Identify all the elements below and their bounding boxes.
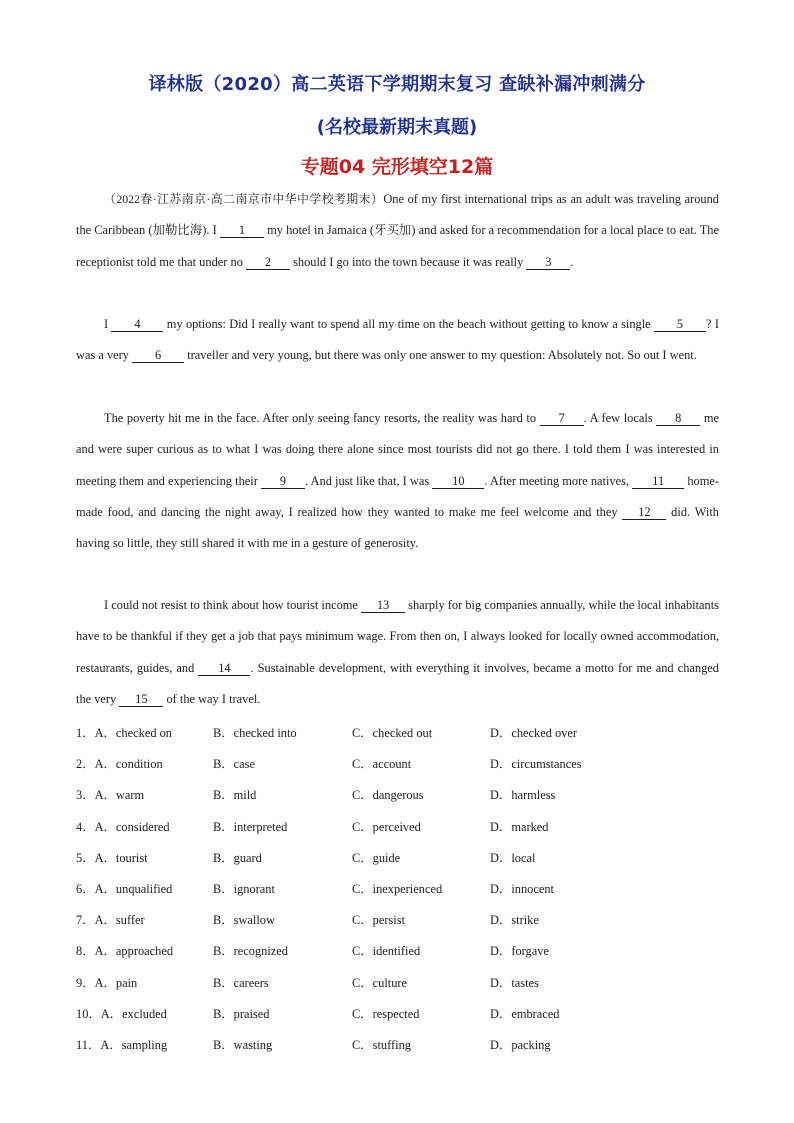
blank-3: 3 <box>526 255 570 270</box>
passage-text: did. With having so little, they still shared it with me in a gesture of generosity. <box>76 504 719 551</box>
passage-text: . Sustainable development, with everything it involves, became a motto for me and changed the very <box>76 660 719 706</box>
passage-text: should I go into the town because it was really <box>289 254 527 269</box>
option-c: C．culture <box>352 975 408 990</box>
passage-text: my options: Did I really want to spend all my time on the beach without getting to know a single <box>163 317 655 331</box>
option-row <box>76 1027 736 1058</box>
passage-text: home-made food, and dancing the night away, I realized how they wanted to make me feel welcome and they <box>76 473 719 519</box>
option-row <box>76 809 736 840</box>
passage-text: I could not resist to think about how tourist income <box>104 598 362 612</box>
option-d: D．innocent <box>490 881 555 896</box>
option-row <box>76 746 736 777</box>
passage-paragraph-1 <box>76 184 719 278</box>
passage-text: of the way I travel. <box>163 691 261 706</box>
option-c: C．dangerous <box>352 788 424 803</box>
option-row <box>76 871 736 902</box>
option-row <box>76 840 736 871</box>
option-d: D．harmless <box>490 788 556 803</box>
option-d: D．packing <box>490 1037 551 1052</box>
option-a: 9．A．pain <box>76 975 138 990</box>
passage-text: . <box>570 254 574 269</box>
blank-8: 8 <box>656 411 700 426</box>
blank-10: 10 <box>432 474 484 489</box>
option-c: C．respected <box>352 1006 420 1021</box>
option-c: C．guide <box>352 850 401 865</box>
topic-heading: 专题04 完形填空12篇 <box>300 156 494 178</box>
blank-13: 13 <box>361 598 405 613</box>
option-d: D．embraced <box>490 1006 560 1021</box>
passage-paragraph-2 <box>76 309 719 372</box>
option-a: 7．A．suffer <box>76 913 145 928</box>
option-a: 8．A．approached <box>76 944 174 959</box>
answer-options <box>76 715 736 1058</box>
option-b: B．interpreted <box>213 819 288 834</box>
blank-4: 4 <box>111 317 163 332</box>
blank-9: 9 <box>261 474 305 489</box>
document-title: 译林版（2020）高二英语下学期期末复习 查缺补漏冲刺满分 <box>148 74 646 95</box>
option-row <box>76 965 736 996</box>
blank-2: 2 <box>246 255 290 270</box>
passage-text: I <box>104 317 112 331</box>
option-a: 4．A．considered <box>76 819 170 834</box>
option-d: D．marked <box>490 819 549 834</box>
option-d: D．forgave <box>490 944 549 959</box>
document-subtitle: (名校最新期末真题) <box>316 117 478 138</box>
option-c: C．account <box>352 757 412 772</box>
option-d: D．tastes <box>490 975 539 990</box>
passage-text: my hotel in Jamaica (牙买加) and asked for a recommendation for a local place to eat. The receptionist told me that under no <box>76 223 719 269</box>
blank-12: 12 <box>622 505 666 520</box>
passage-text: ? I was a very <box>76 317 719 363</box>
option-a: 3．A．warm <box>76 788 145 803</box>
option-a: 5．A．tourist <box>76 850 148 865</box>
option-b: B．recognized <box>213 944 289 959</box>
option-d: D．strike <box>490 913 539 928</box>
option-row <box>76 996 736 1027</box>
blank-5: 5 <box>654 317 706 332</box>
passage-text: One of my first international trips as an adult was traveling around the Caribbean (加勒比海). I <box>76 192 719 238</box>
option-a: 6．A．unqualified <box>76 881 173 896</box>
blank-14: 14 <box>198 661 250 676</box>
passage-text: . After meeting more natives, <box>484 473 633 488</box>
option-row <box>76 902 736 933</box>
option-row <box>76 777 736 808</box>
passage-text: traveller and very young, but there was only one answer to my question: Absolutely not. So out I went. <box>184 348 697 363</box>
option-row <box>76 715 736 746</box>
option-a: 1．A．checked on <box>76 726 172 740</box>
option-c: C．checked out <box>352 726 433 740</box>
option-c: C．perceived <box>352 819 421 834</box>
blank-1: 1 <box>220 223 264 238</box>
option-b: B．guard <box>213 850 262 865</box>
passage-text: me and were super curious as to what I was doing there alone since most tourists did not go there. I told them I was interested in meeting them and experiencing their <box>76 411 719 488</box>
passage-paragraph-3 <box>76 403 719 559</box>
option-b: B．careers <box>213 975 269 990</box>
option-c: C．stuffing <box>352 1037 411 1052</box>
option-a: 10．A．excluded <box>76 1006 167 1021</box>
blank-11: 11 <box>632 474 684 489</box>
blank-15: 15 <box>119 692 163 707</box>
passage-text: . A few locals <box>583 411 657 425</box>
option-b: B．ignorant <box>213 881 275 896</box>
option-c: C．identified <box>352 944 421 959</box>
passage-text: . And just like that, I was <box>305 473 433 488</box>
option-d: D．checked over <box>490 726 578 740</box>
option-b: B．checked into <box>213 726 297 740</box>
option-a: 2．A．condition <box>76 757 163 772</box>
option-b: B．swallow <box>213 913 275 928</box>
option-a: 11．A．sampling <box>76 1037 168 1052</box>
passage-paragraph-4 <box>76 590 719 715</box>
option-c: C．inexperienced <box>352 881 443 896</box>
passage-text: The poverty hit me in the face. After only seeing fancy resorts, the reality was hard to <box>104 411 540 425</box>
source-note: （2022春·江苏南京·高二南京市中华中学校考期末） <box>104 192 384 206</box>
blank-7: 7 <box>540 411 584 426</box>
option-c: C．persist <box>352 913 406 928</box>
option-b: B．case <box>213 757 255 772</box>
option-b: B．wasting <box>213 1037 273 1052</box>
option-b: B．mild <box>213 788 257 803</box>
option-d: D．circumstances <box>490 757 582 772</box>
option-row <box>76 933 736 964</box>
blank-6: 6 <box>132 348 184 363</box>
option-b: B．praised <box>213 1006 270 1021</box>
passage-text: sharply for big companies annually, while the local inhabitants have to be thankful if they get a job that pays minimum wage. From then on, I always looked for locally owned accommodation, restaurants, guides, and <box>76 598 719 675</box>
option-d: D．local <box>490 850 536 865</box>
